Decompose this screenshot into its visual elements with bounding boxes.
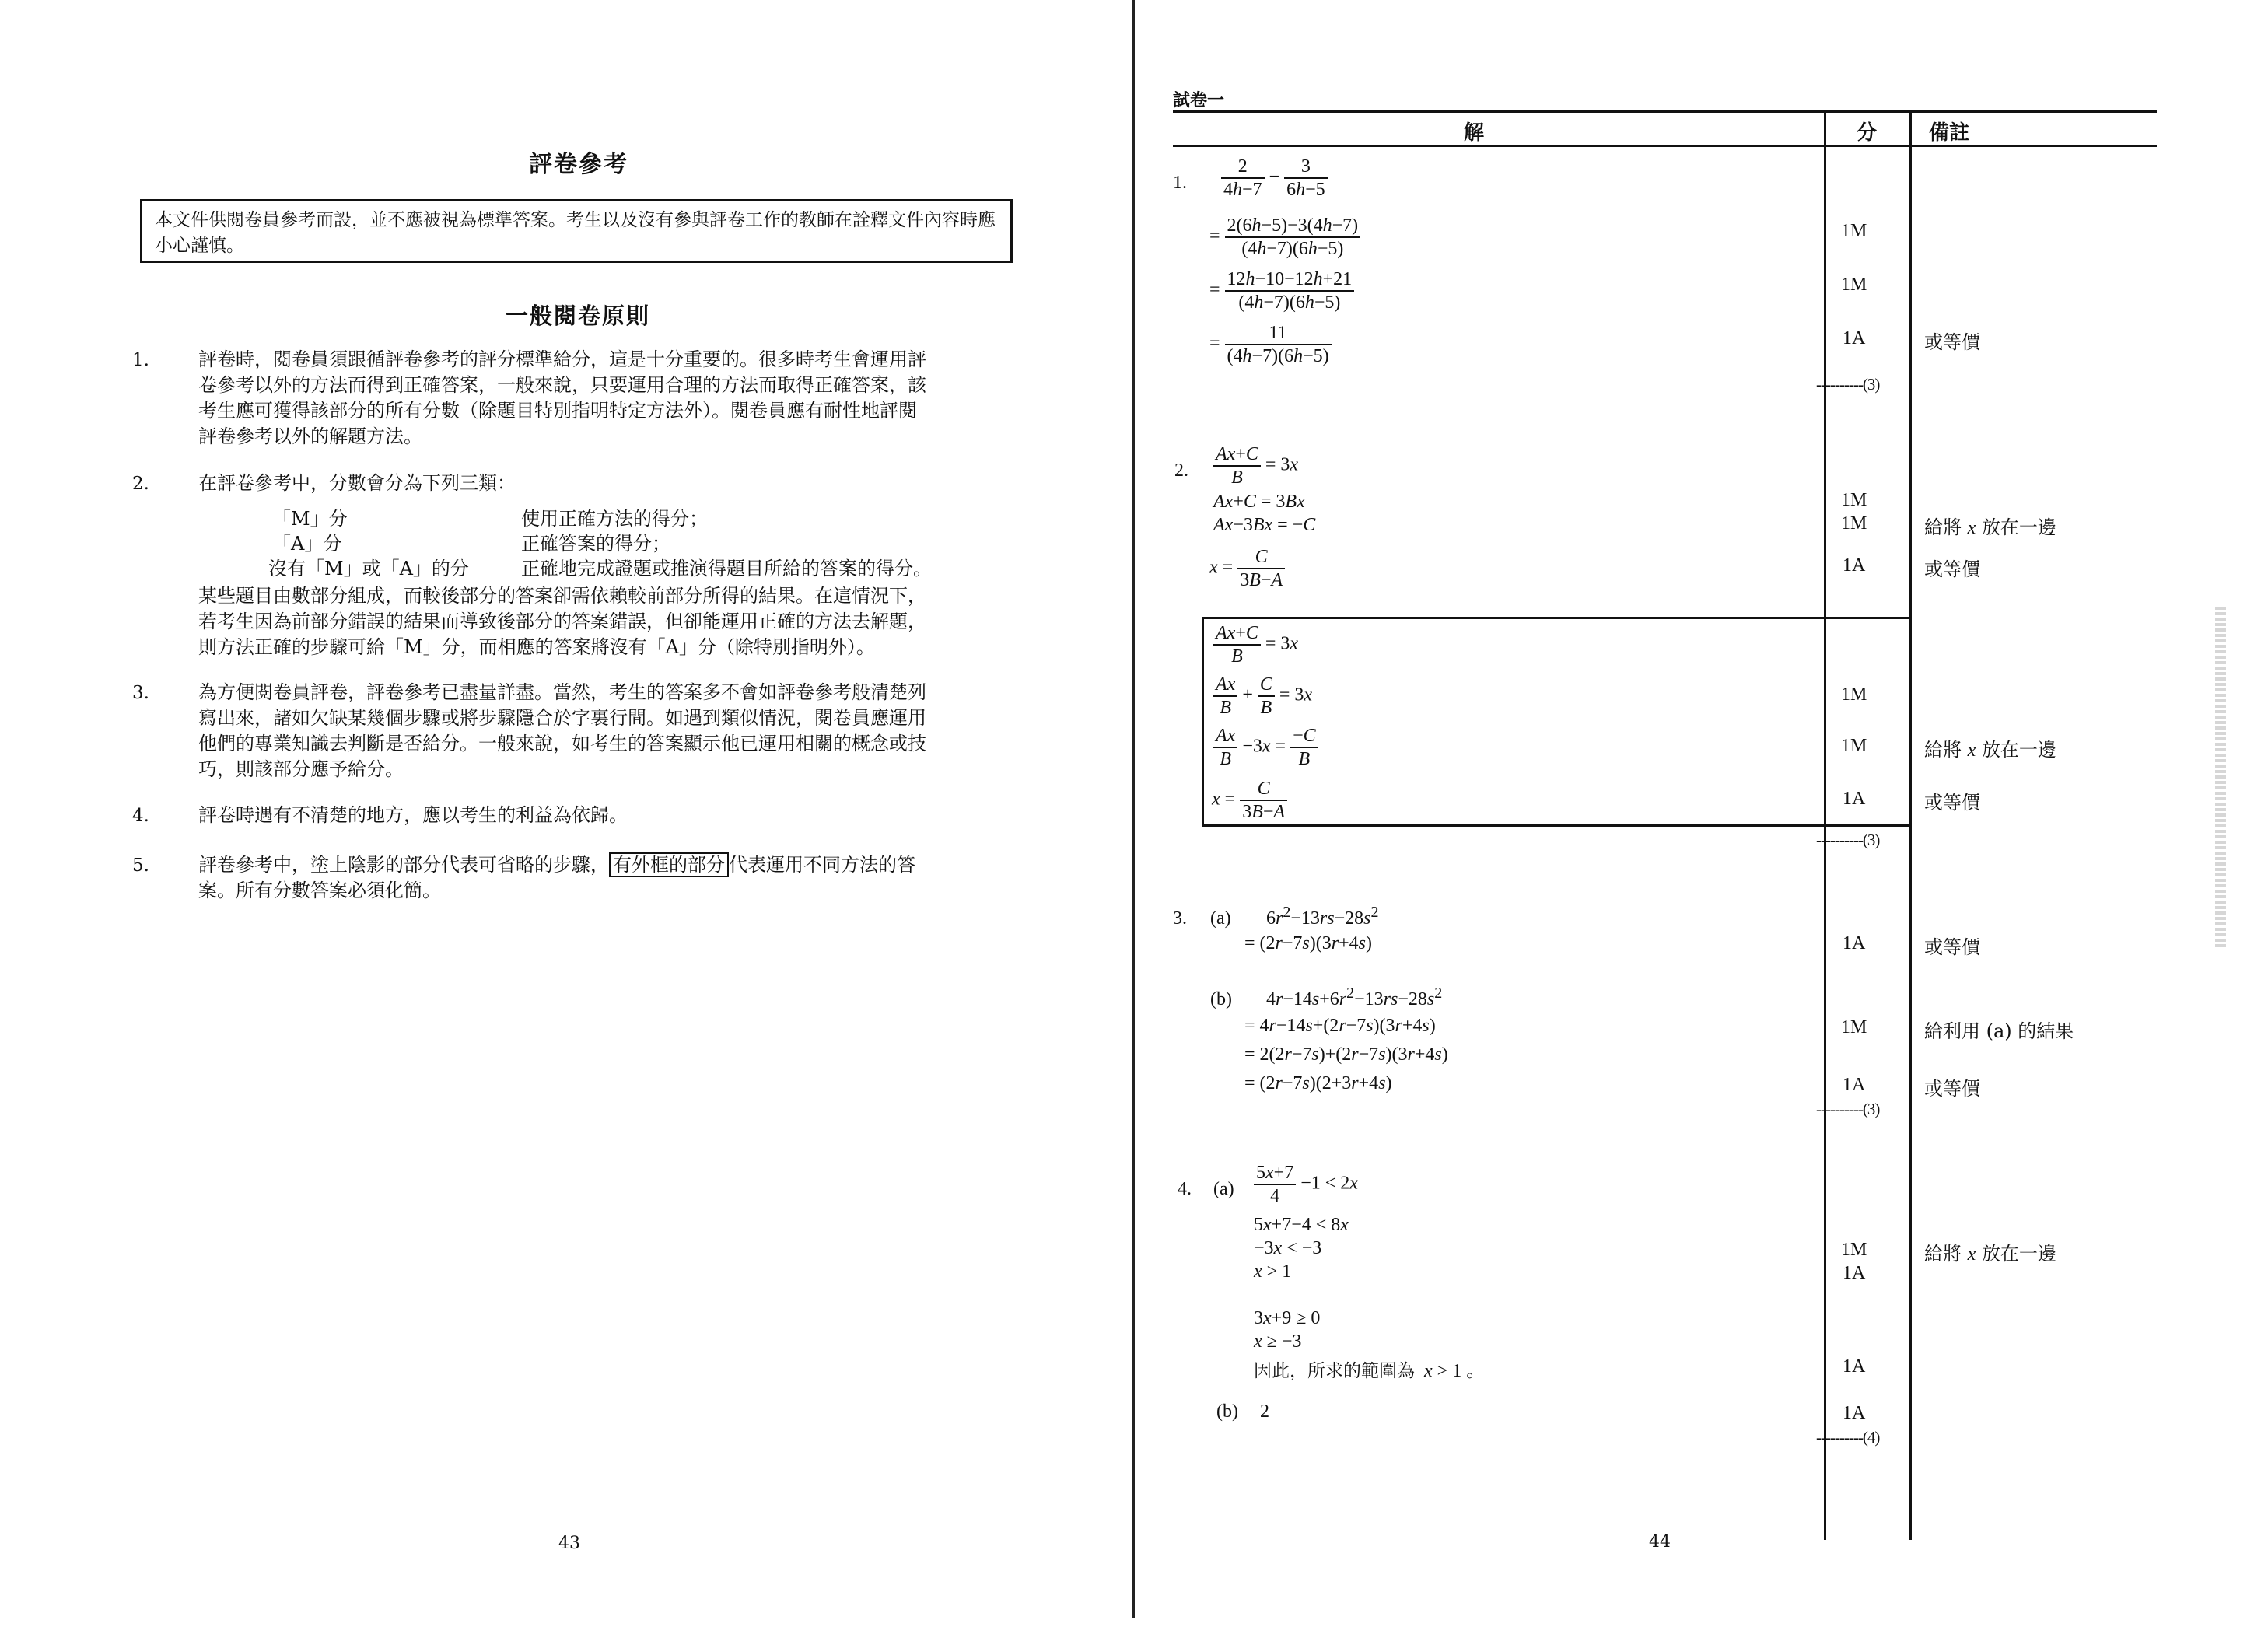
q3a-step-1: = (2r−7s)(3r+4s) [1244,933,1372,953]
q2-alt-step-2: $\frac{Ax}{B}$ −3x = $\frac{-C}{B}$ [1213,725,1318,770]
q4a-remark: 給將 x 放在一邊 [1924,1243,2056,1265]
q2-step-3: x = $\frac{C}{3B-A}$ [1209,546,1285,591]
item-2-number: 2. [132,474,149,494]
q4a-mark-2: 1A [1843,1263,1866,1283]
item-3-line: 寫出來，諸如欠缺某幾個步驟或將步驟隱合於字裏行間。如遇到類似情況，閱卷員應運用 [198,707,926,729]
item-3-line: 為方便閱卷員評卷，評卷參考已盡量詳盡。當然，考生的答案多不會如評卷參考般清楚列 [198,681,926,703]
q3-total: ----------(3) [1816,1100,1880,1118]
q1-total: ----------(3) [1816,375,1880,394]
q3b-mark-2: 1A [1843,1075,1866,1095]
q2-mark-2: 1M [1841,513,1867,534]
q3a-mark: 1A [1843,933,1866,953]
q2-mark-1: 1M [1841,490,1867,510]
q2-alt-step-1: $\frac{Ax}{B}$ + $\frac{C}{B}$ = 3x [1213,674,1312,719]
q2-step-2: Ax−3Bx = −C [1213,515,1316,535]
q4-part-b: (b) [1216,1401,1238,1422]
q2-remark-1: 給將 x 放在一邊 [1924,516,2056,538]
mark-type-a-desc: 正確答案的得分； [521,533,670,555]
paper-label: 試卷一 [1173,91,1225,110]
q1-remark: 或等價 [1924,331,1980,353]
mark-type-m-desc: 使用正確方法的得分； [521,508,708,530]
page-number-left: 43 [558,1534,580,1553]
header-remarks: 備註 [1929,121,1970,145]
item-1-line: 卷參考以外的方法而得到正確答案，一般來說，只要運用合理的方法而取得正確答案，該 [198,374,926,396]
q2-mark-3: 1A [1843,555,1866,576]
principles-title: 一般閱卷原則 [506,303,651,329]
q4a-conclusion: 因此，所求的範圍為 x > 1 。 [1254,1361,1486,1381]
q1-mark-3: 1A [1843,328,1866,348]
item-4-number: 4. [132,806,149,826]
q1-step-1: = $\frac{2(6h-5)-3(4h-7)}{(4h-7)(6h-5)}$ [1209,215,1360,260]
q2-given: $\frac{Ax+C}{B}$ = 3x [1213,443,1298,488]
q4a-inequality: $\frac{5x+7}{4}$ −1 < 2x [1254,1162,1358,1207]
q2-alt-remark-1: 給將 x 放在一邊 [1924,739,2056,761]
item-2-intro: 在評卷參考中，分數會分為下列三類： [198,472,516,494]
item-5-boxed-term: 有外框的部分 [609,852,729,877]
q2-alt-mark-1: 1M [1841,684,1867,705]
q4a-step-5: x ≥ −3 [1254,1331,1302,1352]
item-2-text [198,583,1023,660]
q2-alternative-box [1202,617,1911,827]
item-2-line: 某些題目由數部分組成，而較後部分的答案卻需依賴較前部分所得的結果。在這情況下， [198,585,926,607]
q2-total: ----------(3) [1816,831,1880,849]
q2-alt-given: $\frac{Ax+C}{B}$ = 3x [1213,622,1298,667]
item-4-text: 評卷時遇有不清楚的地方，應以考生的利益為依歸。 [198,804,628,826]
q2-alt-mark-2: 1M [1841,736,1867,756]
q3b-expression: $4r-14s+6r^2-13rs-28s^2$ [1266,985,1443,1009]
q1-mark-1: 1M [1841,221,1867,241]
q2-remark-2: 或等價 [1924,558,1980,580]
q1-step-2: = $\frac{12h-10-12h+21}{(4h-7)(6h-5)}$ [1209,268,1354,313]
q4a-mark-3: 1A [1843,1356,1866,1377]
page-title: 評卷參考 [529,151,628,178]
q2-alt-step-3: x = $\frac{C}{3B-A}$ [1212,778,1287,823]
item-2-line: 則方法正確的步驟可給「M」分，而相應的答案將沒有「A」分（除特別指明外）。 [198,636,875,658]
q4-part-a: (a) [1213,1179,1234,1199]
q4b-mark: 1A [1843,1403,1866,1423]
mark-type-other-label: 沒有「M」或「A」的分 [268,558,469,579]
q3a-remark: 或等價 [1924,936,1980,958]
q3b-step-2: = 2(2r−7s)+(2r−7s)(3r+4s) [1244,1044,1448,1065]
q4a-step-1: 5x+7−4 < 8x [1254,1215,1349,1235]
item-5-line1-a: 評卷參考中，塗上陰影的部分代表可省略的步驟， [198,854,609,876]
item-5-line1-b: 代表運用不同方法的答 [729,854,915,876]
table-top-rule [1173,110,2157,113]
item-3-number: 3. [132,683,149,703]
q1-mark-2: 1M [1841,275,1867,295]
mark-type-a-label: 「A」分 [272,533,342,555]
q1-expression: $\frac{2}{4h-7}$ − $\frac{3}{6h-5}$ [1221,156,1328,201]
q3b-step-3: = (2r−7s)(2+3r+4s) [1244,1073,1392,1093]
item-3-line: 他們的專業知識去判斷是否給分。一般來說，如考生的答案顯示他已運用相關的概念或技 [198,733,926,754]
item-5-text [198,852,1031,904]
q3a-expression: $6r^2-13rs-28s^2$ [1266,904,1379,929]
item-1-line: 評卷時，閱卷員須跟循評卷參考的評分標準給分，這是十分重要的。很多時考生會運用評 [198,348,926,370]
table-header-rule [1173,145,2157,147]
q1-step-3: = $\frac{11}{(4h-7)(6h-5)}$ [1209,322,1332,367]
mark-type-m-label: 「M」分 [272,508,348,530]
item-3-line: 巧，則該部分應予給分。 [198,758,404,780]
disclaimer-text: 本文件供閱卷員參考而設，並不應被視為標準答案。考生以及沒有參與評卷工作的教師在詮釋文件內容時應小心謹慎。 [155,210,996,256]
q4-number: 4. [1178,1179,1192,1199]
item-5-line2: 案。所有分數答案必須化簡。 [198,880,441,901]
q2-alt-mark-3: 1A [1843,789,1866,809]
q4a-step-2: −3x < −3 [1254,1238,1322,1258]
q4a-step-3: x > 1 [1254,1261,1292,1282]
q3b-step-1: = 4r−14s+(2r−7s)(3r+4s) [1244,1016,1436,1036]
item-2-line: 若考生因為前部分錯誤的結果而導致後部分的答案錯誤，但卻能運用正確的方法去解題， [198,611,926,632]
item-1-line: 評卷參考以外的解題方法。 [198,425,422,447]
item-1-number: 1. [132,350,149,370]
q1-number: 1. [1173,173,1187,193]
q3b-remark-1: 給利用 (a) 的結果 [1924,1020,2074,1042]
q2-alt-remark-2: 或等價 [1924,792,1980,814]
q3b-remark-2: 或等價 [1924,1078,1980,1100]
q4a-step-4: 3x+9 ≥ 0 [1254,1308,1321,1328]
q3-number: 3. [1173,908,1187,929]
q2-step-1: Ax+C = 3Bx [1213,492,1305,512]
q3-part-a: (a) [1210,908,1231,929]
page-number-right: 44 [1649,1532,1671,1552]
item-1-text [198,347,1023,450]
q4a-mark-1: 1M [1841,1240,1867,1260]
q4b-answer: 2 [1260,1401,1269,1422]
mark-type-other-desc: 正確地完成證題或推演得題目所給的答案的得分。 [521,558,932,579]
q3b-mark-1: 1M [1841,1017,1867,1037]
header-marks: 分 [1857,121,1878,145]
q2-number: 2. [1174,460,1188,481]
q3-part-b: (b) [1210,989,1232,1009]
disclaimer-box [140,199,1013,263]
side-strip-decoration [2215,607,2226,949]
item-3-text [198,680,1023,782]
q4-total: ----------(4) [1816,1428,1880,1447]
header-solution: 解 [1464,121,1485,145]
item-1-line: 考生應可獲得該部分的所有分數（除題目特別指明特定方法外）。閱卷員應有耐性地評閱 [198,400,917,422]
item-5-number: 5. [132,855,149,876]
page-divider [1132,0,1135,1618]
